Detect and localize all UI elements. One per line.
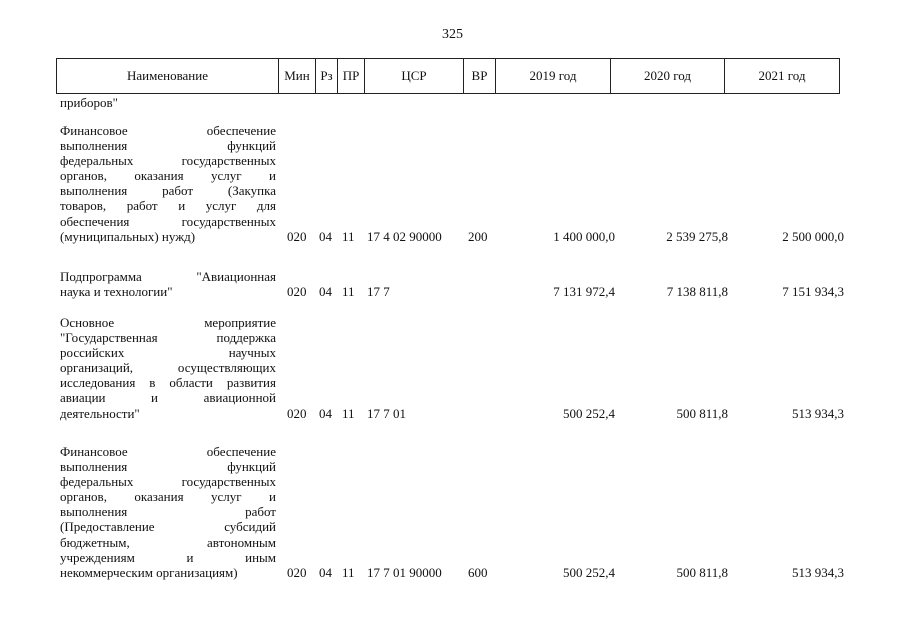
cell-min: 020 [287,405,307,421]
header-vr: ВР [464,59,496,94]
row-name [60,123,276,244]
header-min: Мин [279,59,316,94]
cell-pr: 11 [342,284,355,300]
row-name-line: приборов" [60,95,118,110]
row-name-line: Финансовое обеспечение [60,444,276,459]
cell-y2021: 513 934,3 [792,564,844,580]
header-pr: ПР [338,59,365,94]
row-name-line: "Государственная поддержка [60,330,276,346]
cell-y2020: 500 811,8 [676,405,728,421]
row-name-line: исследования в области развития [60,375,276,391]
cell-vr: 200 [468,228,488,244]
cell-y2020: 2 539 275,8 [666,228,728,244]
header-2020: 2020 год [611,59,725,94]
row-name-line: выполнения функций [60,138,276,154]
row-name-line: выполнения работ (Закупка [60,183,276,199]
cell-y2019: 7 131 972,4 [553,284,615,300]
header-2021: 2021 год [725,59,840,94]
row-name-line: выполнения работ [60,504,276,520]
cell-min: 020 [287,564,307,580]
row-name-line: органов, оказания услуг и [60,489,276,505]
header-rz: Рз [316,59,338,94]
cell-y2021: 7 151 934,3 [782,284,844,300]
cell-rz: 04 [319,228,332,244]
cell-rz: 04 [319,405,332,421]
cell-csr: 17 7 01 90000 [367,564,442,580]
cell-pr: 11 [342,564,355,580]
row-name-line: (Предоставление субсидий [60,519,276,535]
row-name-line: федеральных государственных [60,153,276,169]
cell-y2020: 7 138 811,8 [666,284,728,300]
row-name-line: авиации и авиационной [60,390,276,406]
row-name-line: некоммерческим организациям) [60,564,238,580]
row-name [60,315,276,421]
row-name-line: Подпрограмма "Авиационная [60,269,276,284]
row-name-line: обеспечения государственных [60,213,276,229]
row-name-line: российских научных [60,345,276,361]
header-csr: ЦСР [365,59,464,94]
cell-pr: 11 [342,228,355,244]
cell-y2021: 2 500 000,0 [782,228,844,244]
table-header [56,58,840,94]
cell-csr: 17 4 02 90000 [367,228,442,244]
cell-y2021: 513 934,3 [792,405,844,421]
header-name: Наименование [57,59,279,94]
cell-min: 020 [287,228,307,244]
cell-rz: 04 [319,564,332,580]
row-name-line: федеральных государственных [60,474,276,490]
row-name-line: выполнения функций [60,459,276,475]
cell-y2019: 500 252,4 [563,405,615,421]
row-name-line: организаций, осуществляющих [60,360,276,376]
row-name-line: наука и технологии" [60,284,173,300]
row-name-line: бюджетным, автономным [60,534,276,550]
row-name-line: Основное мероприятие [60,315,276,330]
cell-y2020: 500 811,8 [676,564,728,580]
row-name [60,444,276,580]
row-name-line: учреждениям и иным [60,549,276,565]
row-name-line: Финансовое обеспечение [60,123,276,138]
row-name-line: деятельности" [60,405,140,421]
cell-csr: 17 7 01 [367,405,406,421]
row-name [60,269,276,299]
page-number: 325 [442,27,463,42]
row-name-line: товаров, работ и услуг для [60,198,276,214]
cell-csr: 17 7 [367,284,390,300]
cell-y2019: 500 252,4 [563,564,615,580]
cell-min: 020 [287,284,307,300]
row-name [60,95,276,110]
cell-y2019: 1 400 000,0 [553,228,615,244]
cell-pr: 11 [342,405,355,421]
row-name-line: органов, оказания услуг и [60,168,276,184]
cell-rz: 04 [319,284,332,300]
row-name-line: (муниципальных) нужд) [60,228,196,244]
header-2019: 2019 год [496,59,611,94]
cell-vr: 600 [468,564,488,580]
